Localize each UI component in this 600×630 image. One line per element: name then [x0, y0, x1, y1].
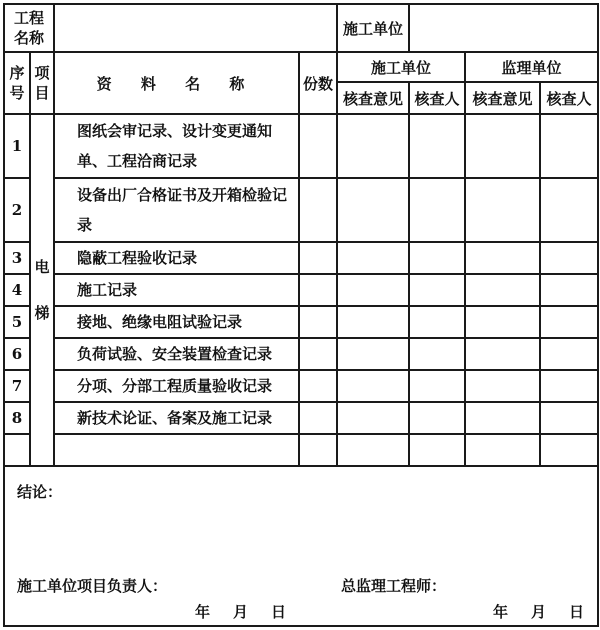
row-doc-name: 分项、分部工程质量验收记录	[54, 370, 299, 402]
row-construction-opinion-cell[interactable]	[337, 370, 409, 402]
col-construction-unit-header: 施工单位	[337, 52, 465, 82]
row-copies-cell[interactable]	[299, 306, 337, 338]
table-row	[4, 402, 598, 434]
row-supervision-checker-cell[interactable]	[540, 178, 598, 242]
row-construction-opinion-cell[interactable]	[337, 114, 409, 178]
row-supervision-opinion-cell[interactable]	[465, 306, 540, 338]
table-row	[4, 274, 598, 306]
row-supervision-checker-cell[interactable]	[540, 306, 598, 338]
row-construction-opinion-cell[interactable]	[337, 242, 409, 274]
row-supervision-checker-cell[interactable]	[540, 370, 598, 402]
row-construction-checker-cell[interactable]	[409, 306, 465, 338]
row-supervision-checker-cell[interactable]	[540, 114, 598, 178]
table-row	[4, 370, 598, 402]
row-number: 3	[4, 242, 30, 274]
row-construction-checker-cell[interactable]	[409, 242, 465, 274]
row-number: 7	[4, 370, 30, 402]
row-number: 6	[4, 338, 30, 370]
row-supervision-opinion-cell[interactable]	[465, 274, 540, 306]
row-copies-cell[interactable]	[299, 178, 337, 242]
construction-manager-date: 年 月 日	[195, 603, 291, 621]
conclusion-label: 结论：	[17, 483, 63, 501]
chief-supervisor-date: 年 月 日	[493, 603, 589, 621]
table-row-empty	[4, 434, 598, 466]
conclusion-row	[4, 466, 598, 626]
row-copies-cell[interactable]	[299, 370, 337, 402]
row-construction-opinion-cell[interactable]	[337, 306, 409, 338]
table-row	[4, 338, 598, 370]
row-construction-checker-cell[interactable]	[409, 370, 465, 402]
row-construction-opinion-cell[interactable]	[337, 434, 409, 466]
row-supervision-opinion-cell[interactable]	[465, 242, 540, 274]
row-supervision-opinion-cell[interactable]	[465, 434, 540, 466]
row-doc-name: 隐蔽工程验收记录	[54, 242, 299, 274]
row-construction-opinion-cell[interactable]	[337, 178, 409, 242]
project-header-row	[4, 4, 598, 52]
row-supervision-checker-cell[interactable]	[540, 274, 598, 306]
table-row	[4, 306, 598, 338]
col-copies-header: 份数	[299, 52, 337, 114]
col-item-header: 项目	[30, 52, 54, 114]
row-construction-checker-cell[interactable]	[409, 434, 465, 466]
table-row	[4, 178, 598, 242]
row-construction-checker-cell[interactable]	[409, 274, 465, 306]
row-doc-name-empty[interactable]	[54, 434, 299, 466]
row-supervision-checker-cell[interactable]	[540, 434, 598, 466]
project-name-field[interactable]	[54, 4, 337, 52]
table-row	[4, 242, 598, 274]
row-copies-cell[interactable]	[299, 274, 337, 306]
row-number: 5	[4, 306, 30, 338]
item-category-cell	[30, 114, 54, 466]
col-doc-name-header: 资 料 名 称	[54, 52, 299, 114]
row-doc-name: 设备出厂合格证书及开箱检验记录	[54, 178, 299, 242]
chief-supervisor-label: 总监理工程师：	[341, 577, 447, 595]
col-construction-check-opinion: 核查意见	[337, 82, 409, 114]
row-construction-checker-cell[interactable]	[409, 402, 465, 434]
construction-unit-field[interactable]	[409, 4, 598, 52]
row-copies-cell[interactable]	[299, 114, 337, 178]
row-construction-opinion-cell[interactable]	[337, 338, 409, 370]
col-supervision-check-opinion: 核查意见	[465, 82, 540, 114]
row-number: 8	[4, 402, 30, 434]
row-supervision-checker-cell[interactable]	[540, 402, 598, 434]
row-number-empty	[4, 434, 30, 466]
row-doc-name: 新技术论证、备案及施工记录	[54, 402, 299, 434]
table-row	[4, 114, 598, 178]
row-supervision-opinion-cell[interactable]	[465, 178, 540, 242]
row-copies-cell[interactable]	[299, 242, 337, 274]
col-supervision-checker: 核查人	[540, 82, 598, 114]
col-construction-checker: 核查人	[409, 82, 465, 114]
row-supervision-checker-cell[interactable]	[540, 338, 598, 370]
row-doc-name: 负荷试验、安全装置检查记录	[54, 338, 299, 370]
row-supervision-opinion-cell[interactable]	[465, 370, 540, 402]
row-supervision-opinion-cell[interactable]	[465, 338, 540, 370]
row-supervision-opinion-cell[interactable]	[465, 402, 540, 434]
row-copies-cell[interactable]	[299, 402, 337, 434]
row-copies-cell[interactable]	[299, 434, 337, 466]
construction-manager-label: 施工单位项目负责人：	[17, 577, 168, 595]
row-doc-name: 施工记录	[54, 274, 299, 306]
row-supervision-checker-cell[interactable]	[540, 242, 598, 274]
project-name-label: 工程名称	[4, 4, 54, 52]
row-doc-name: 图纸会审记录、设计变更通知单、工程洽商记录	[54, 114, 299, 178]
row-construction-opinion-cell[interactable]	[337, 402, 409, 434]
conclusion-block[interactable]	[4, 466, 598, 626]
row-supervision-opinion-cell[interactable]	[465, 114, 540, 178]
checklist-table	[3, 3, 599, 627]
row-number: 2	[4, 178, 30, 242]
col-supervision-unit-header: 监理单位	[465, 52, 598, 82]
row-construction-checker-cell[interactable]	[409, 178, 465, 242]
row-number: 4	[4, 274, 30, 306]
item-category-label: 电梯	[34, 258, 50, 322]
row-construction-checker-cell[interactable]	[409, 114, 465, 178]
row-doc-name: 接地、绝缘电阻试验记录	[54, 306, 299, 338]
row-construction-opinion-cell[interactable]	[337, 274, 409, 306]
row-copies-cell[interactable]	[299, 338, 337, 370]
row-number: 1	[4, 114, 30, 178]
col-seq-header: 序号	[4, 52, 30, 114]
construction-unit-label: 施工单位	[337, 4, 409, 52]
column-header-row	[4, 52, 598, 82]
row-construction-checker-cell[interactable]	[409, 338, 465, 370]
